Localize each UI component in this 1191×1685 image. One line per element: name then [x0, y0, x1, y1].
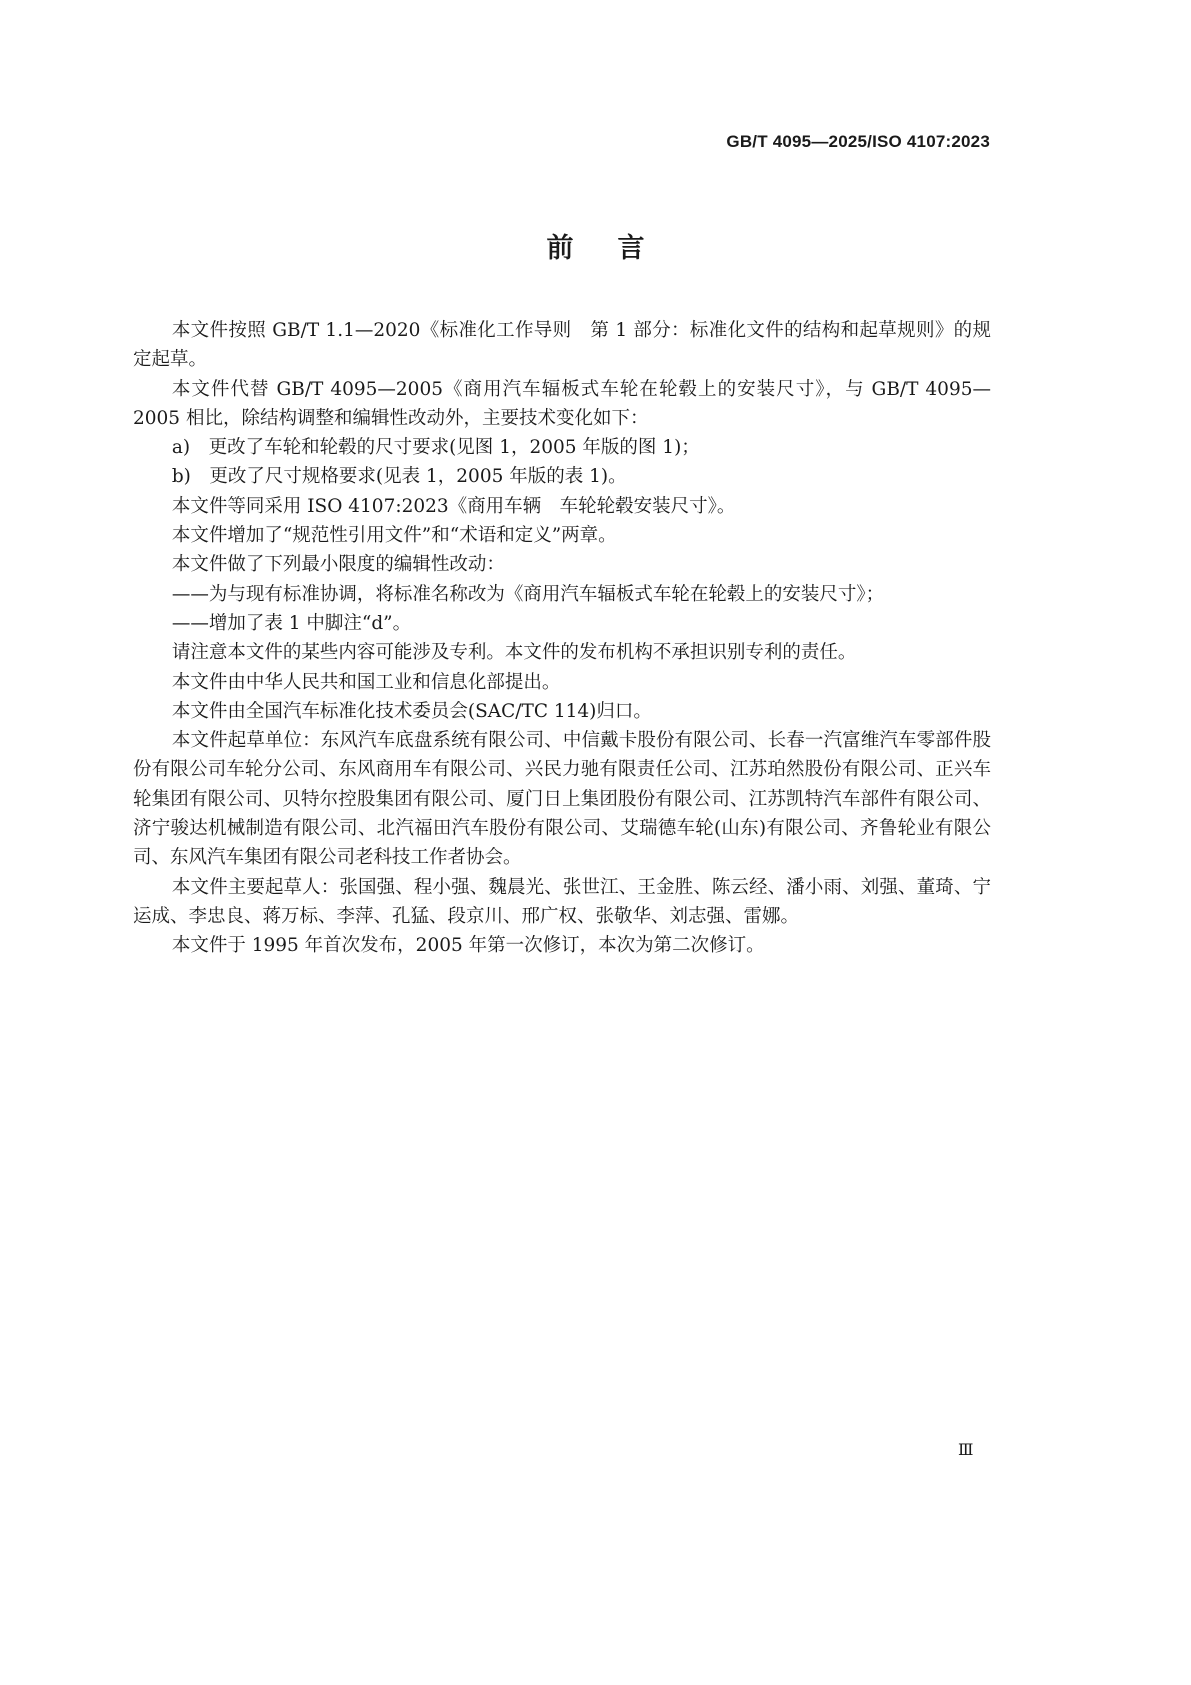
page-title: 前言 [546, 233, 689, 264]
list-item: a) 更改了车轮和轮毂的尺寸要求(见图 1，2005 年版的图 1)； [171, 437, 700, 459]
paragraph: 本文件起草单位：东风汽车底盘系统有限公司、中信戴卡股份有限公司、长春一汽富维汽车零部件股份有限公司车轮分公司、东风商用车有限公司、兴民力驰有限责任公司、江苏珀然股份有限公司、正兴车轮集团有限公司、贝特尔控股集团有限公司、厦门日上集团股份有限公司、江苏凯特汽车部件有限公司、济宁骏达机械制造有限公司、北汽福田汽车股份有限公司、艾瑞德车轮(山东)有限公司、齐鲁轮业有限公司、东风汽车集团有限公司老科技工作者协会。 [133, 730, 991, 869]
foreword-body [133, 316, 991, 961]
paragraph: 本文件增加了“规范性引用文件”和“术语和定义”两章。 [171, 525, 617, 547]
paragraph: 本文件由中华人民共和国工业和信息化部提出。 [171, 671, 561, 693]
paragraph: 本文件由全国汽车标准化技术委员会(SAC/TC 114)归口。 [171, 700, 652, 722]
list-item: ——增加了表 1 中脚注“d”。 [171, 612, 412, 634]
paragraph: 本文件按照 GB/T 1.1—2020《标准化工作导则 第 1 部分：标准化文件的结构和起草规则》的规定起草。 [133, 320, 991, 371]
paragraph: 本文件主要起草人：张国强、程小强、魏晨光、张世江、王金胜、陈云经、潘小雨、刘强、董琦、宁运成、李忠良、蒋万标、李萍、孔猛、段京川、邢广权、张敬华、刘志强、雷娜。 [133, 876, 991, 927]
paragraph: 本文件代替 GB/T 4095—2005《商用汽车辐板式车轮在轮毂上的安装尺寸》，与 GB/T 4095—2005 相比，除结构调整和编辑性改动外，主要技术变化如下： [133, 378, 991, 429]
paragraph: 本文件等同采用 ISO 4107:2023《商用车辆 车轮轮毂安装尺寸》。 [171, 495, 736, 517]
paragraph: 本文件做了下列最小限度的编辑性改动： [171, 554, 505, 576]
list-item: b) 更改了尺寸规格要求(见表 1，2005 年版的表 1)。 [171, 466, 627, 488]
document-number-header: GB/T 4095—2025/ISO 4107:2023 [726, 132, 990, 151]
page-number: Ⅲ [958, 1440, 974, 1459]
paragraph: 请注意本文件的某些内容可能涉及专利。本文件的发布机构不承担识别专利的责任。 [171, 642, 857, 664]
paragraph: 本文件于 1995 年首次发布，2005 年第一次修订，本次为第二次修订。 [171, 935, 765, 957]
list-item: ——为与现有标准协调，将标准名称改为《商用汽车辐板式车轮在轮毂上的安装尺寸》； [171, 583, 885, 605]
